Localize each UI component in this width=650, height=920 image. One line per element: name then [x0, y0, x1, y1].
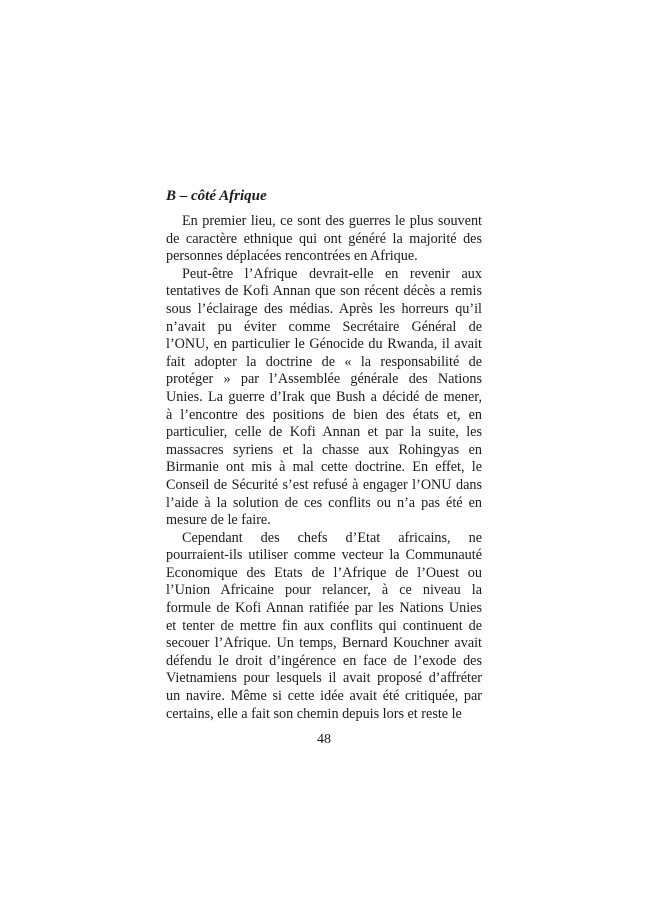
text-line: secouer l’Afrique. Un temps, Bernard Kouchner avait [166, 635, 482, 652]
text-line: Conseil de Sécurité s’est refusé à engager l’ONU dans [166, 476, 482, 493]
text-line: l’Union Africaine pour relancer, à ce niveau la [166, 582, 482, 599]
text-line: Unies. La guerre d’Irak que Bush a décidé de mener, [166, 388, 482, 405]
text-line: de caractère ethnique qui ont généré la majorité des [166, 230, 482, 247]
text-line: massacres syriens et la chasse aux Rohingyas en [166, 441, 482, 458]
section-heading: B – côté Afrique [166, 188, 267, 204]
text-line: n’avait pu éviter comme Secrétaire Général de [166, 318, 482, 335]
text-line: l’ONU, en particulier le Génocide du Rwanda, il avait [166, 336, 482, 353]
text-line: personnes déplacées rencontrées en Afrique. [166, 248, 418, 265]
paragraph [166, 530, 482, 724]
text-line: Economique des Etats de l’Afrique de l’Ouest ou [166, 564, 482, 581]
text-line: un navire. Même si cette idée avait été critiquée, par [166, 688, 482, 705]
page-number: 48 [317, 732, 331, 747]
text-line: Vietnamiens pour lesquels il avait proposé d’affréter [166, 670, 482, 687]
text-line: particulier, celle de Kofi Annan et par la suite, les [166, 424, 482, 441]
text-line: fait adopter la doctrine de « la responsabilité de [166, 353, 482, 370]
text-line: pourraient-ils utiliser comme vecteur la Communauté [166, 547, 482, 564]
paragraph [166, 213, 482, 266]
text-line: mesure de le faire. [166, 512, 271, 529]
body-paragraphs [166, 213, 482, 723]
text-line: l’aide à la solution de ces conflits ou n’a pas été en [166, 494, 482, 511]
text-line: Birmanie ont mis à mal cette doctrine. En effet, le [166, 459, 482, 476]
text-line: et tenter de mettre fin aux conflits qui continuent de [166, 617, 482, 634]
text-line: certains, elle a fait son chemin depuis lors et reste le [166, 705, 462, 722]
text-line: En premier lieu, ce sont des guerres le plus souvent [182, 213, 482, 229]
paragraph [166, 266, 482, 530]
text-line: Cependant des chefs d’Etat africains, ne [182, 529, 482, 546]
text-line: formule de Kofi Annan ratifiée par les Nations Unies [166, 600, 482, 617]
text-block [166, 187, 482, 723]
text-line: défendu le droit d’ingérence en face de l’exode des [166, 652, 482, 669]
text-line: Peut-être l’Afrique devrait-elle en revenir aux [182, 265, 482, 282]
text-line: protéger » par l’Assemblée générale des Nations [166, 371, 482, 388]
text-line: tentatives de Kofi Annan que son récent décès a remis [166, 283, 482, 300]
text-line: à l’encontre des positions de bien des états et, en [166, 406, 482, 423]
text-line: sous l’éclairage des médias. Après les horreurs qu’il [166, 300, 482, 317]
